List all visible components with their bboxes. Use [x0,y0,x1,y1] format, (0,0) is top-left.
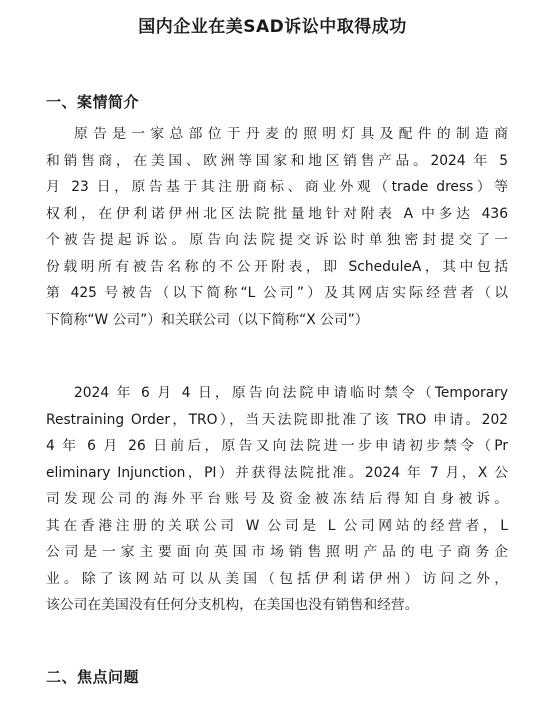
paragraph-line: 公司是一家主要面向英国市场销售照明产品的电子商务企 [46,544,508,560]
section-heading-case-summary: 一、案情简介 [46,93,140,111]
paragraph-line: 业。除了该网站可以从美国（包括伊利诺伊州）访问之外， [46,570,508,587]
paragraph-line: 份载明所有被告名称的不公开附表，即 ScheduleA，其中包括 [46,258,508,275]
paragraph-case-background [46,121,508,333]
paragraph-line: 原告是一家总部位于丹麦的照明灯具及配件的制造商 [74,126,508,142]
paragraph-line: 第 425 号被告（以下简称“L 公司”）及其网店实际经营者（以 [46,285,508,301]
paragraph-line: Restraining Order，TRO），当天法院即批准了该 TRO 申请。202 [46,411,508,428]
paragraph-line: eliminary Injunction，PI）并获得法院批准。2024 年 7 月，X 公 [46,464,508,481]
document-title: 国内企业在美SAD诉讼中取得成功 [138,17,407,37]
paragraph-line: 月 23 日，原告基于其注册商标、商业外观（trade dress）等 [46,179,508,195]
paragraph-line: 2024 年 6 月 4 日，原告向法院申请临时禁令（Temporary [74,385,508,401]
paragraph-line: 和销售商，在美国、欧洲等国家和地区销售产品。2024 年 5 [46,152,508,169]
section-heading-key-issues: 二、焦点问题 [46,668,140,686]
paragraph-line: 权利，在伊利诺伊州北区法院批量地针对附表 A 中多达 436 [46,205,508,222]
paragraph-line: 司发现公司的海外平台账号及资金被冻结后得知自身被诉。 [46,491,508,507]
paragraph-line: 该公司在美国没有任何分支机构，在美国也没有销售和经营。 [46,597,419,613]
paragraph-line: 其在香港注册的关联公司 W 公司是 L 公司网站的经营者，L [46,517,508,534]
paragraph-line: 个被告提起诉讼。原告向法院提交诉讼时单独密封提交了一 [46,232,508,248]
paragraph-line: 下简称“W 公司”）和关联公司（以下简称“X 公司”） [46,311,369,328]
paragraph-injunction-history [46,380,508,619]
paragraph-line: 4 年 6 月 26 日前后，原告又向法院进一步申请初步禁令（Pr [46,438,508,454]
